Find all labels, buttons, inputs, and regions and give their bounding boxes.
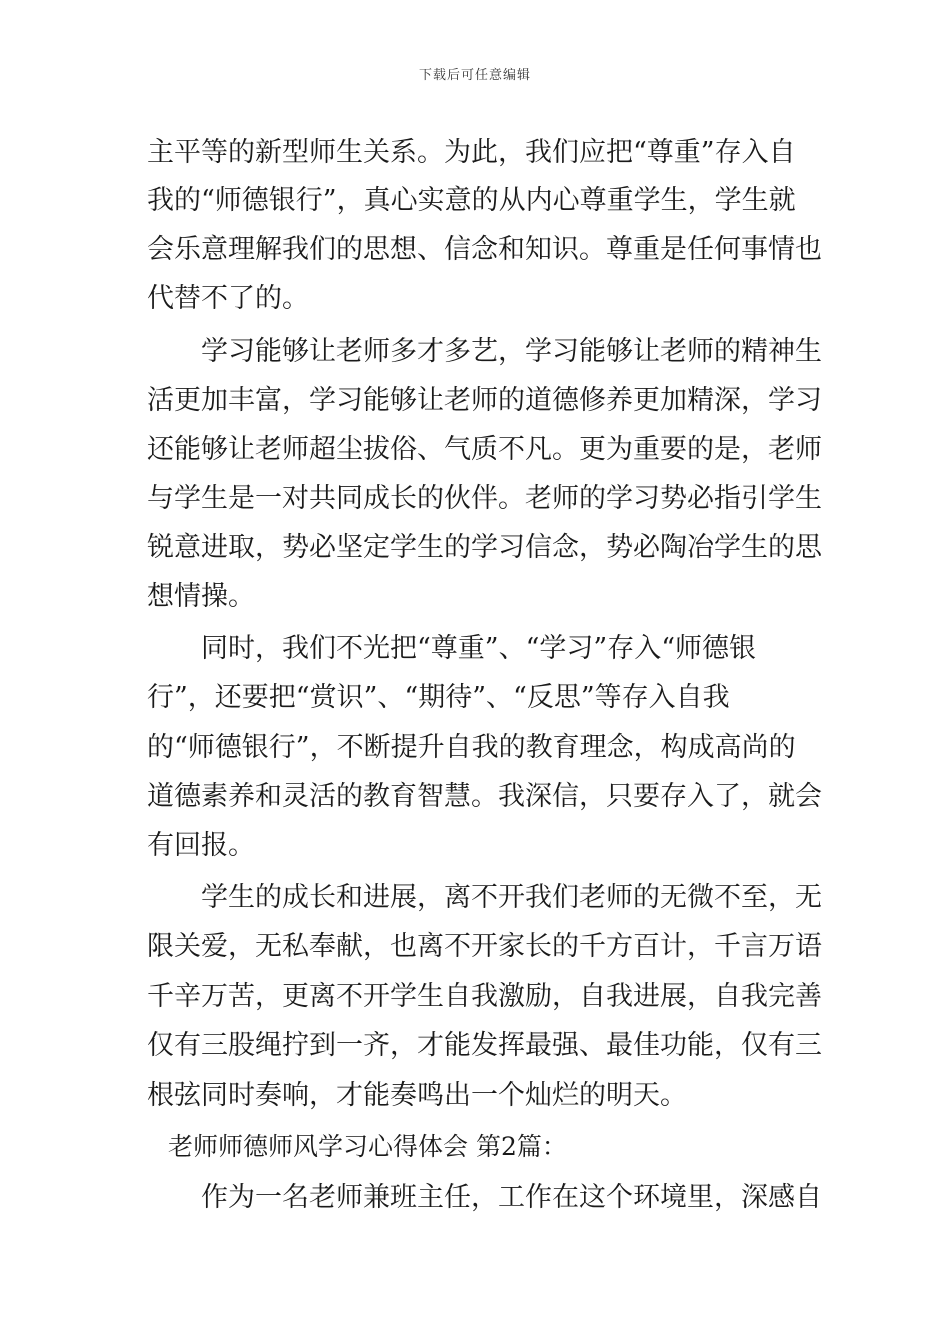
page-header: 下载后可任意编辑 bbox=[418, 68, 531, 83]
